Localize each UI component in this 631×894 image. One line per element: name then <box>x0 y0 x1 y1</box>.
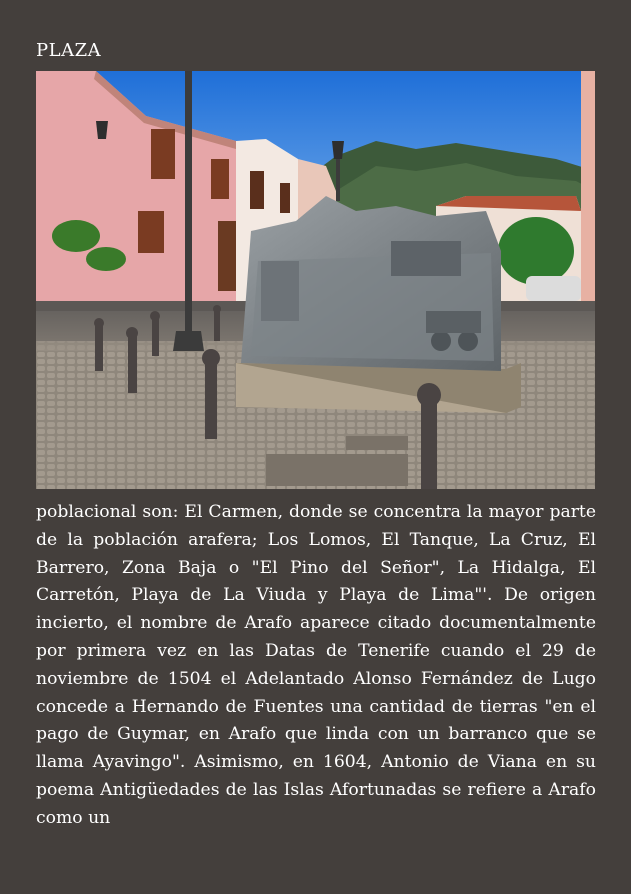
body-paragraph: poblacional son: El Carmen, donde se concentra la mayor parte de la población arafera; Los Lomos, El Tanque, La Cruz, El Barrero, Zona Baja o "El Pino del Señor", La Hidalga, El Carretón, Playa de La Viuda y Playa de Lima"'. De origen incierto, el nombre de Arafo aparece citado documentalmente por primera vez en las Datas de Tenerife cuando el 29 de noviembre de 1504 el Adelantado Alonso Fernández de Lugo concede a Hernando de Fuentes una cantidad de tierras "en el pago de Guymar, en Arafo que linda con un barranco que se llama Ayavingo". Asimismo, en 1604, Antonio de Viana en su poema Antigüedades de las Islas Afortunadas se refiere a Arafo como un <box>36 502 596 828</box>
right-building <box>581 71 595 341</box>
plaza-photo <box>36 71 595 489</box>
car <box>526 276 581 301</box>
drain-cover <box>266 454 408 486</box>
plaza-photo-illustration <box>36 71 595 489</box>
lamp-post <box>185 71 192 346</box>
tree-right <box>498 217 574 285</box>
page-title: PLAZA <box>36 40 102 61</box>
